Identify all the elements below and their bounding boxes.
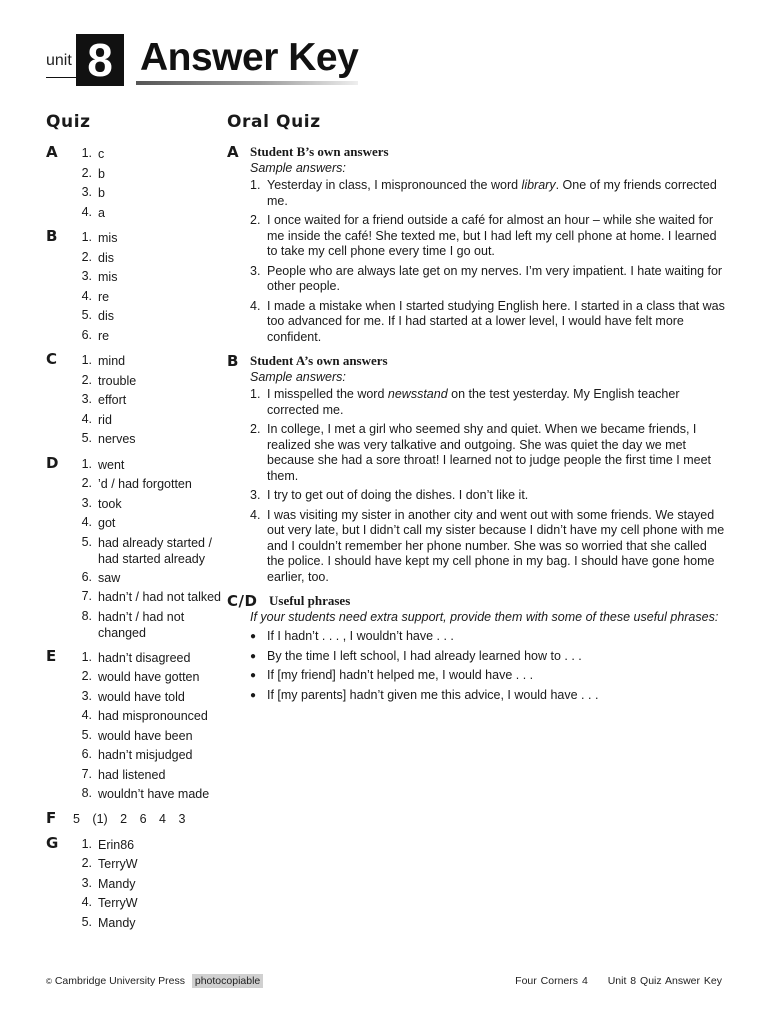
phrase-text: If [my parents] hadn’t given me this advice, I would have . . . xyxy=(267,687,599,702)
answer-sequence: 5 (1) 2 6 4 3 xyxy=(73,811,186,826)
answer-item xyxy=(70,306,226,326)
answer-text-part: I made a mistake when I started studying English here. I started in a class that was too advanced for me. If I had started at a lower level, I would have felt more confident. xyxy=(267,298,725,344)
title-underline xyxy=(136,81,358,85)
answer-item xyxy=(70,429,226,449)
useful-phrase xyxy=(250,629,727,645)
item-number: 3. xyxy=(81,495,92,510)
answer-item xyxy=(70,533,226,568)
bullet-icon: ● xyxy=(250,670,257,681)
answer-text: took xyxy=(98,496,122,511)
item-number: 4. xyxy=(81,288,92,303)
answer-text: b xyxy=(98,166,105,181)
answer-emphasis: newsstand xyxy=(387,387,448,401)
unit-number-badge: 8 xyxy=(76,34,124,86)
answer-item xyxy=(70,648,226,668)
phrase-text: If I hadn’t . . . , I wouldn’t have . . . xyxy=(267,629,454,643)
item-number: 7. xyxy=(81,589,92,603)
answer-text-part: People who are always late get on my nerves. I’m very impatient. I hate waiting for other people. xyxy=(267,263,723,293)
section-subtitle: If your students need extra support, provide them with some of these useful phrases: xyxy=(250,610,719,624)
answer-text: Erin86 xyxy=(98,837,135,852)
quiz-section-c xyxy=(46,351,226,449)
sample-answer xyxy=(250,488,727,504)
answer-item xyxy=(70,587,226,607)
section-letter: B xyxy=(227,352,239,370)
answer-emphasis: library xyxy=(521,178,556,192)
answer-item xyxy=(70,607,226,642)
answer-text xyxy=(267,508,727,586)
answer-text: hadn’t misjudged xyxy=(98,748,193,762)
item-number: 4. xyxy=(81,411,92,426)
item-number: 4. xyxy=(81,204,92,219)
section-title: Student A’s own answers xyxy=(250,353,388,368)
answer-item xyxy=(70,874,226,894)
item-number: 5. xyxy=(81,534,92,549)
bullet-icon: ● xyxy=(250,631,257,642)
item-number: 6. xyxy=(81,327,92,342)
answer-text: saw xyxy=(98,570,121,585)
item-number: 1. xyxy=(81,836,92,851)
answer-text: mis xyxy=(98,231,118,245)
section-letter: C xyxy=(46,350,58,368)
section-subtitle: Sample answers: xyxy=(250,161,346,175)
section-letter: E xyxy=(46,646,57,665)
useful-phrase xyxy=(250,668,727,684)
answer-item xyxy=(70,410,226,430)
answer-text: Mandy xyxy=(98,915,136,930)
section-subtitle: Sample answers: xyxy=(250,370,346,384)
answer-text: went xyxy=(98,457,125,472)
answer-text: had mispronounced xyxy=(98,709,208,723)
answer-text: mis xyxy=(98,270,118,284)
useful-phrase xyxy=(250,688,727,704)
item-number: 5. xyxy=(81,914,92,929)
oral-section-b xyxy=(227,353,727,585)
answer-text: wouldn’t have made xyxy=(98,787,210,801)
quiz-section-g xyxy=(46,835,226,933)
item-number: 6. xyxy=(81,747,92,761)
answer-item xyxy=(70,144,226,164)
answer-text-part: I misspelled the word xyxy=(267,387,388,401)
answer-item xyxy=(70,835,226,855)
answer-text: Mandy xyxy=(98,876,136,891)
answer-item xyxy=(70,893,226,913)
sample-answer xyxy=(250,422,727,484)
answer-item xyxy=(70,248,226,268)
oral-quiz-heading: Oral Quiz xyxy=(227,112,321,132)
copyright-symbol: © xyxy=(46,977,52,986)
item-number: 3. xyxy=(81,392,92,406)
answer-text: b xyxy=(98,186,105,200)
item-number: 3. xyxy=(81,269,92,283)
sample-answer xyxy=(250,299,727,346)
answer-item xyxy=(70,726,226,746)
answer-text: re xyxy=(98,289,110,304)
answer-text xyxy=(267,422,727,484)
answer-item xyxy=(70,287,226,307)
answer-text: effort xyxy=(98,393,127,407)
answer-text: re xyxy=(98,328,110,343)
answer-text: ’d / had forgotten xyxy=(98,477,192,491)
answer-text-part: Yesterday in class, I mispronounced the word xyxy=(267,178,522,192)
section-letter: C/D xyxy=(227,592,258,610)
item-number: 4. xyxy=(81,895,92,909)
section-title: Useful phrases xyxy=(269,593,351,608)
section-letter: G xyxy=(46,833,59,852)
answer-text: had listened xyxy=(98,767,166,782)
item-number: 8. xyxy=(81,786,92,800)
answer-text: TerryW xyxy=(98,857,138,871)
answer-text-part: I once waited for a friend outside a café for almost an hour – while she waited for me inside the café! She texted me, but I had left my cell phone at home. I learned to take my cell phone every time I go out. xyxy=(267,213,717,258)
answer-text: hadn’t / had not changed xyxy=(98,609,185,640)
sample-answer xyxy=(250,213,727,260)
answer-text xyxy=(267,387,727,418)
item-number: 2. xyxy=(81,249,92,264)
item-number: 2. xyxy=(81,165,92,180)
page-title: Answer Key xyxy=(140,36,359,79)
document-title: Unit 8 Quiz Answer Key xyxy=(607,975,722,987)
quiz-section-b xyxy=(46,228,226,345)
answer-text: a xyxy=(98,205,105,220)
quiz-column xyxy=(46,112,226,938)
answer-item xyxy=(70,164,226,184)
answer-item xyxy=(70,513,226,533)
answer-text-part: In college, I met a girl who seemed shy and quiet. When we became friends, I realized she was very talkative and outgoing. She was quiet the day we met because she had a sore throat! I learned not to judge people the first time I meet them. xyxy=(267,422,712,483)
answer-item xyxy=(70,228,226,248)
item-number: 8. xyxy=(81,608,92,623)
answer-text: would have been xyxy=(98,728,193,743)
item-number: 4. xyxy=(250,507,261,522)
quiz-section-f xyxy=(46,810,226,829)
answer-item xyxy=(70,183,226,203)
answer-text-part: . One of my friends corrected me. xyxy=(267,178,717,208)
answer-item xyxy=(70,568,226,588)
bullet-icon: ● xyxy=(250,689,257,701)
page-header xyxy=(46,32,366,88)
answer-text xyxy=(267,488,727,504)
publisher-name: Cambridge University Press xyxy=(54,975,185,987)
item-number: 2. xyxy=(250,422,261,436)
item-number: 2. xyxy=(81,669,92,683)
item-number: 2. xyxy=(81,476,92,490)
item-number: 3. xyxy=(81,688,92,703)
answer-text: TerryW xyxy=(98,896,138,910)
section-letter: D xyxy=(46,453,59,472)
item-number: 5. xyxy=(81,308,92,322)
item-number: 1. xyxy=(81,649,92,664)
answer-item xyxy=(70,706,226,726)
sample-answer xyxy=(250,178,727,209)
answer-item xyxy=(70,267,226,287)
answer-item xyxy=(70,455,226,475)
oral-section-a xyxy=(227,144,727,345)
item-number: 5. xyxy=(81,431,92,445)
answer-text: would have told xyxy=(98,689,185,704)
answer-item xyxy=(70,745,226,765)
unit-underline xyxy=(46,77,76,78)
answer-item xyxy=(70,390,226,410)
answer-text: hadn’t disagreed xyxy=(98,650,191,665)
item-number: 1. xyxy=(250,178,261,192)
item-number: 1. xyxy=(81,353,92,367)
useful-phrase xyxy=(250,649,727,665)
section-title: Student B’s own answers xyxy=(250,144,389,159)
answer-item xyxy=(70,854,226,874)
answer-text: had already started / had started already xyxy=(98,535,212,566)
answer-item xyxy=(70,494,226,514)
item-number: 1. xyxy=(81,146,92,160)
item-number: 4. xyxy=(81,515,92,529)
answer-text: dis xyxy=(98,309,114,323)
answer-item xyxy=(70,351,226,371)
answer-text: mind xyxy=(98,354,126,368)
answer-text: nerves xyxy=(98,432,136,446)
item-number: 3. xyxy=(250,488,261,502)
quiz-heading: Quiz xyxy=(46,112,91,132)
quiz-section-e xyxy=(46,648,226,804)
item-number: 2. xyxy=(81,856,92,870)
book-title: Four Corners 4 xyxy=(515,975,588,987)
item-number: 6. xyxy=(81,569,92,584)
sample-answer xyxy=(250,264,727,295)
item-number: 2. xyxy=(81,372,92,387)
item-number: 4. xyxy=(250,298,261,313)
unit-label: unit xyxy=(46,52,72,69)
item-number: 1. xyxy=(81,230,92,244)
item-number: 3. xyxy=(250,263,261,278)
answer-item xyxy=(70,765,226,785)
answer-text-part: I try to get out of doing the dishes. I don’t like it. xyxy=(267,488,529,502)
answer-text-part: on the test yesterday. My English teacher corrected me. xyxy=(267,387,680,417)
quiz-section-a xyxy=(46,144,226,222)
section-letter: A xyxy=(46,143,58,161)
photocopiable-badge: photocopiable xyxy=(192,974,263,988)
answer-text: hadn’t / had not talked xyxy=(98,590,222,604)
answer-text xyxy=(267,178,727,209)
item-number: 5. xyxy=(81,727,92,742)
answer-item xyxy=(70,203,226,223)
phrase-text: If [my friend] hadn’t helped me, I would have . . . xyxy=(267,668,534,682)
sample-answer xyxy=(250,387,727,418)
answer-item xyxy=(70,913,226,933)
answer-text: c xyxy=(98,147,105,161)
item-number: 7. xyxy=(81,766,92,781)
oral-section-cd xyxy=(227,593,727,703)
answer-item xyxy=(70,667,226,687)
answer-item xyxy=(70,326,226,346)
item-number: 1. xyxy=(81,456,92,471)
sample-answer xyxy=(250,508,727,586)
answer-text: rid xyxy=(98,412,112,427)
phrase-text: By the time I left school, I had already learned how to . . . xyxy=(267,648,582,663)
section-letter: B xyxy=(46,227,58,245)
section-letter: A xyxy=(227,143,239,161)
item-number: 4. xyxy=(81,708,92,722)
quiz-section-d xyxy=(46,455,226,642)
bullet-icon: ● xyxy=(250,650,257,662)
item-number: 3. xyxy=(81,185,92,199)
answer-item xyxy=(70,687,226,707)
item-number: 3. xyxy=(81,875,92,890)
item-number: 2. xyxy=(250,213,261,227)
item-number: 1. xyxy=(250,387,261,401)
answer-text xyxy=(267,264,727,295)
answer-text xyxy=(267,299,727,346)
answer-text: would have gotten xyxy=(98,670,200,684)
section-letter: F xyxy=(46,808,57,827)
oral-quiz-column xyxy=(227,112,727,711)
answer-text: dis xyxy=(98,250,114,265)
answer-text xyxy=(267,213,727,260)
answer-item xyxy=(70,371,226,391)
answer-text-part: I was visiting my sister in another city and went out with some friends. We stayed out very late, but I didn’t call my sister because I didn’t have my cell phone with me and I couldn’t remember her phone number. She was so worried that she called the police. I should have kept my cell phone in my bag. I should have gone home earlier, too. xyxy=(267,507,725,584)
answer-item xyxy=(70,784,226,804)
answer-text: trouble xyxy=(98,373,137,388)
answer-text: got xyxy=(98,516,116,530)
answer-item xyxy=(70,474,226,494)
